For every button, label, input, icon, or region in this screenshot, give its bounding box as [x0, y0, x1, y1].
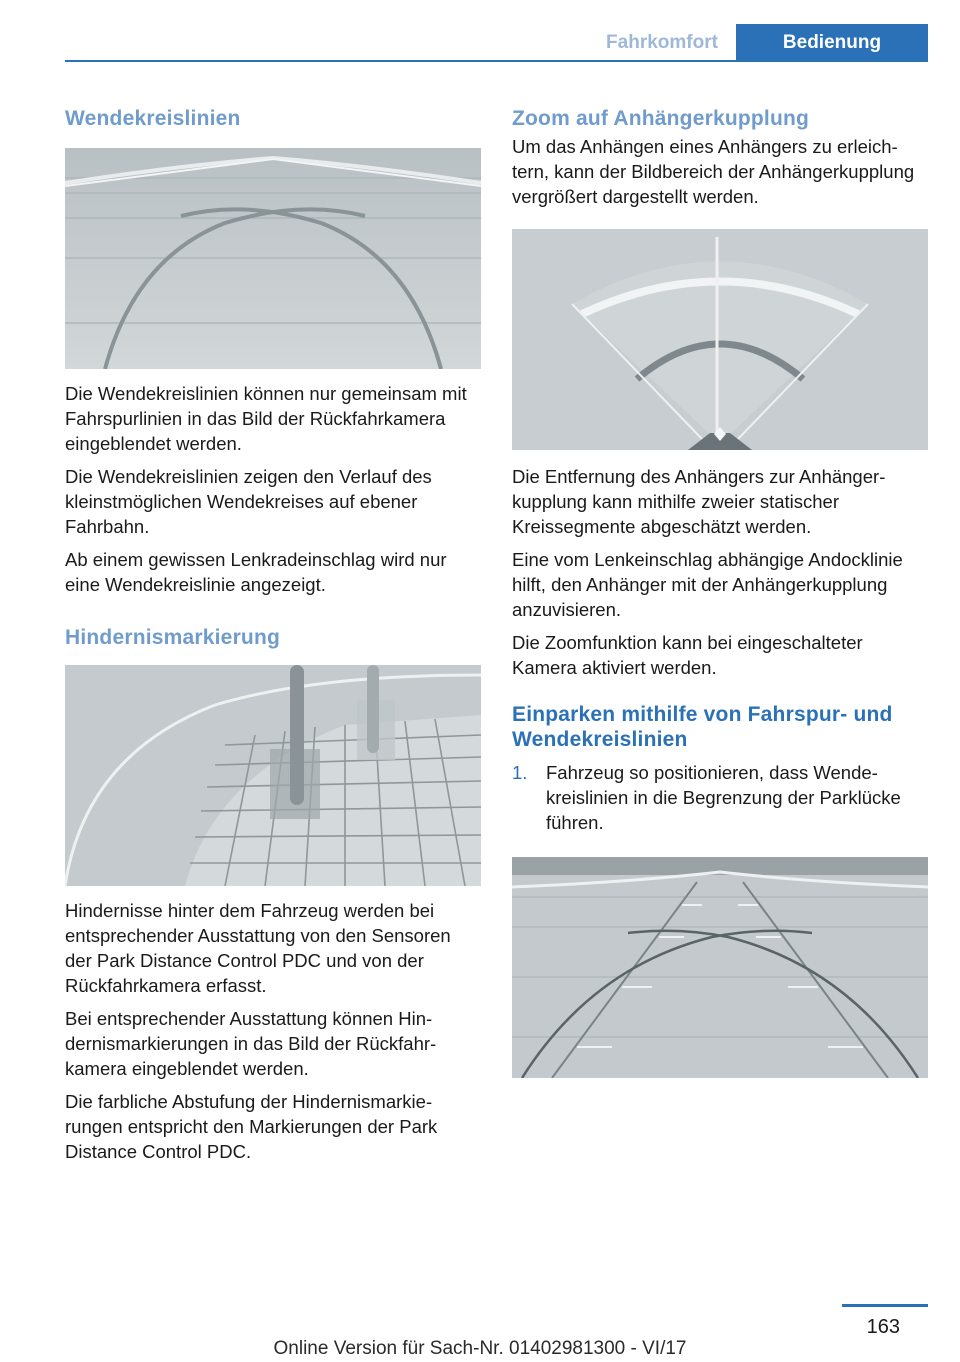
- step-text: Fahrzeug so positionieren, dass Wendekreislinien in die Begrenzung der Parklücke führen.: [546, 762, 901, 833]
- page-number: 163: [866, 1316, 900, 1338]
- parking-lines-image: [512, 857, 928, 1078]
- header-chapter-tab[interactable]: Bedienung: [736, 24, 928, 62]
- paragraph: Bei entsprechender Ausstattung können Hindernismarkierungen in das Bild der Rückfahrkamera eingeblendet werden.: [65, 1008, 437, 1079]
- paragraph: Die Wendekreislinien können nur gemeinsam mit Fahrspurlinien in das Bild der Rückfahrkamera eingeblendet werden.: [65, 383, 467, 454]
- paragraph: Hindernisse hinter dem Fahrzeug werden bei entsprechender Ausstattung von den Sensoren der Park Distance Control PDC und von der Rückfahrkamera erfasst.: [65, 900, 451, 996]
- heading-wendekreislinien: Wendekreislinien: [65, 107, 241, 130]
- header-rule: [65, 60, 928, 62]
- paragraph: Um das Anhängen eines Anhängers zu erleichtern, kann der Bildbereich der Anhängerkupplung vergrößert dargestellt werden.: [512, 136, 915, 207]
- left-column: [65, 100, 481, 1164]
- turning-circle-lines-image: [65, 148, 481, 369]
- trailer-hitch-zoom-image: [512, 229, 928, 450]
- paragraph: Die Wendekreislinien zeigen den Verlauf des kleinstmöglichen Wendekreises auf ebener Fahrbahn.: [65, 466, 432, 537]
- paragraph: Die Entfernung des Anhängers zur Anhängerkupplung kann mithilfe zweier statischer Kreissegmente abgeschätzt werden.: [512, 466, 886, 537]
- paragraph: Eine vom Lenkeinschlag abhängige Andocklinie hilft, den Anhänger mit der Anhängerkupplung anzuvisieren.: [512, 549, 903, 620]
- header-section-tab[interactable]: Fahrkomfort: [606, 32, 718, 53]
- footer-rule: [842, 1304, 928, 1307]
- list-item: [512, 760, 928, 835]
- online-version-footer: Online Version für Sach-Nr. 01402981300 - VI/17: [273, 1338, 687, 1359]
- right-column: [512, 100, 928, 1078]
- paragraph: Die farbliche Abstufung der Hindernismarkierungen entspricht den Markierungen der Park Distance Control PDC.: [65, 1091, 438, 1162]
- heading-einparken: Einparken mithilfe von Fahrspur- und Wendekreislinien: [512, 703, 893, 751]
- step-number: 1.: [512, 762, 528, 783]
- obstacle-marking-image: [65, 665, 481, 886]
- paragraph: Ab einem gewissen Lenkradeinschlag wird nur eine Wendekreislinie angezeigt.: [65, 549, 447, 595]
- steps-list: [512, 760, 928, 835]
- heading-hindernismarkierung: Hindernismarkierung: [65, 626, 281, 649]
- paragraph: Die Zoomfunktion kann bei eingeschalteter Kamera aktiviert werden.: [512, 632, 863, 678]
- heading-zoom-anhaengerkupplung: Zoom auf Anhängerkupplung: [512, 107, 810, 130]
